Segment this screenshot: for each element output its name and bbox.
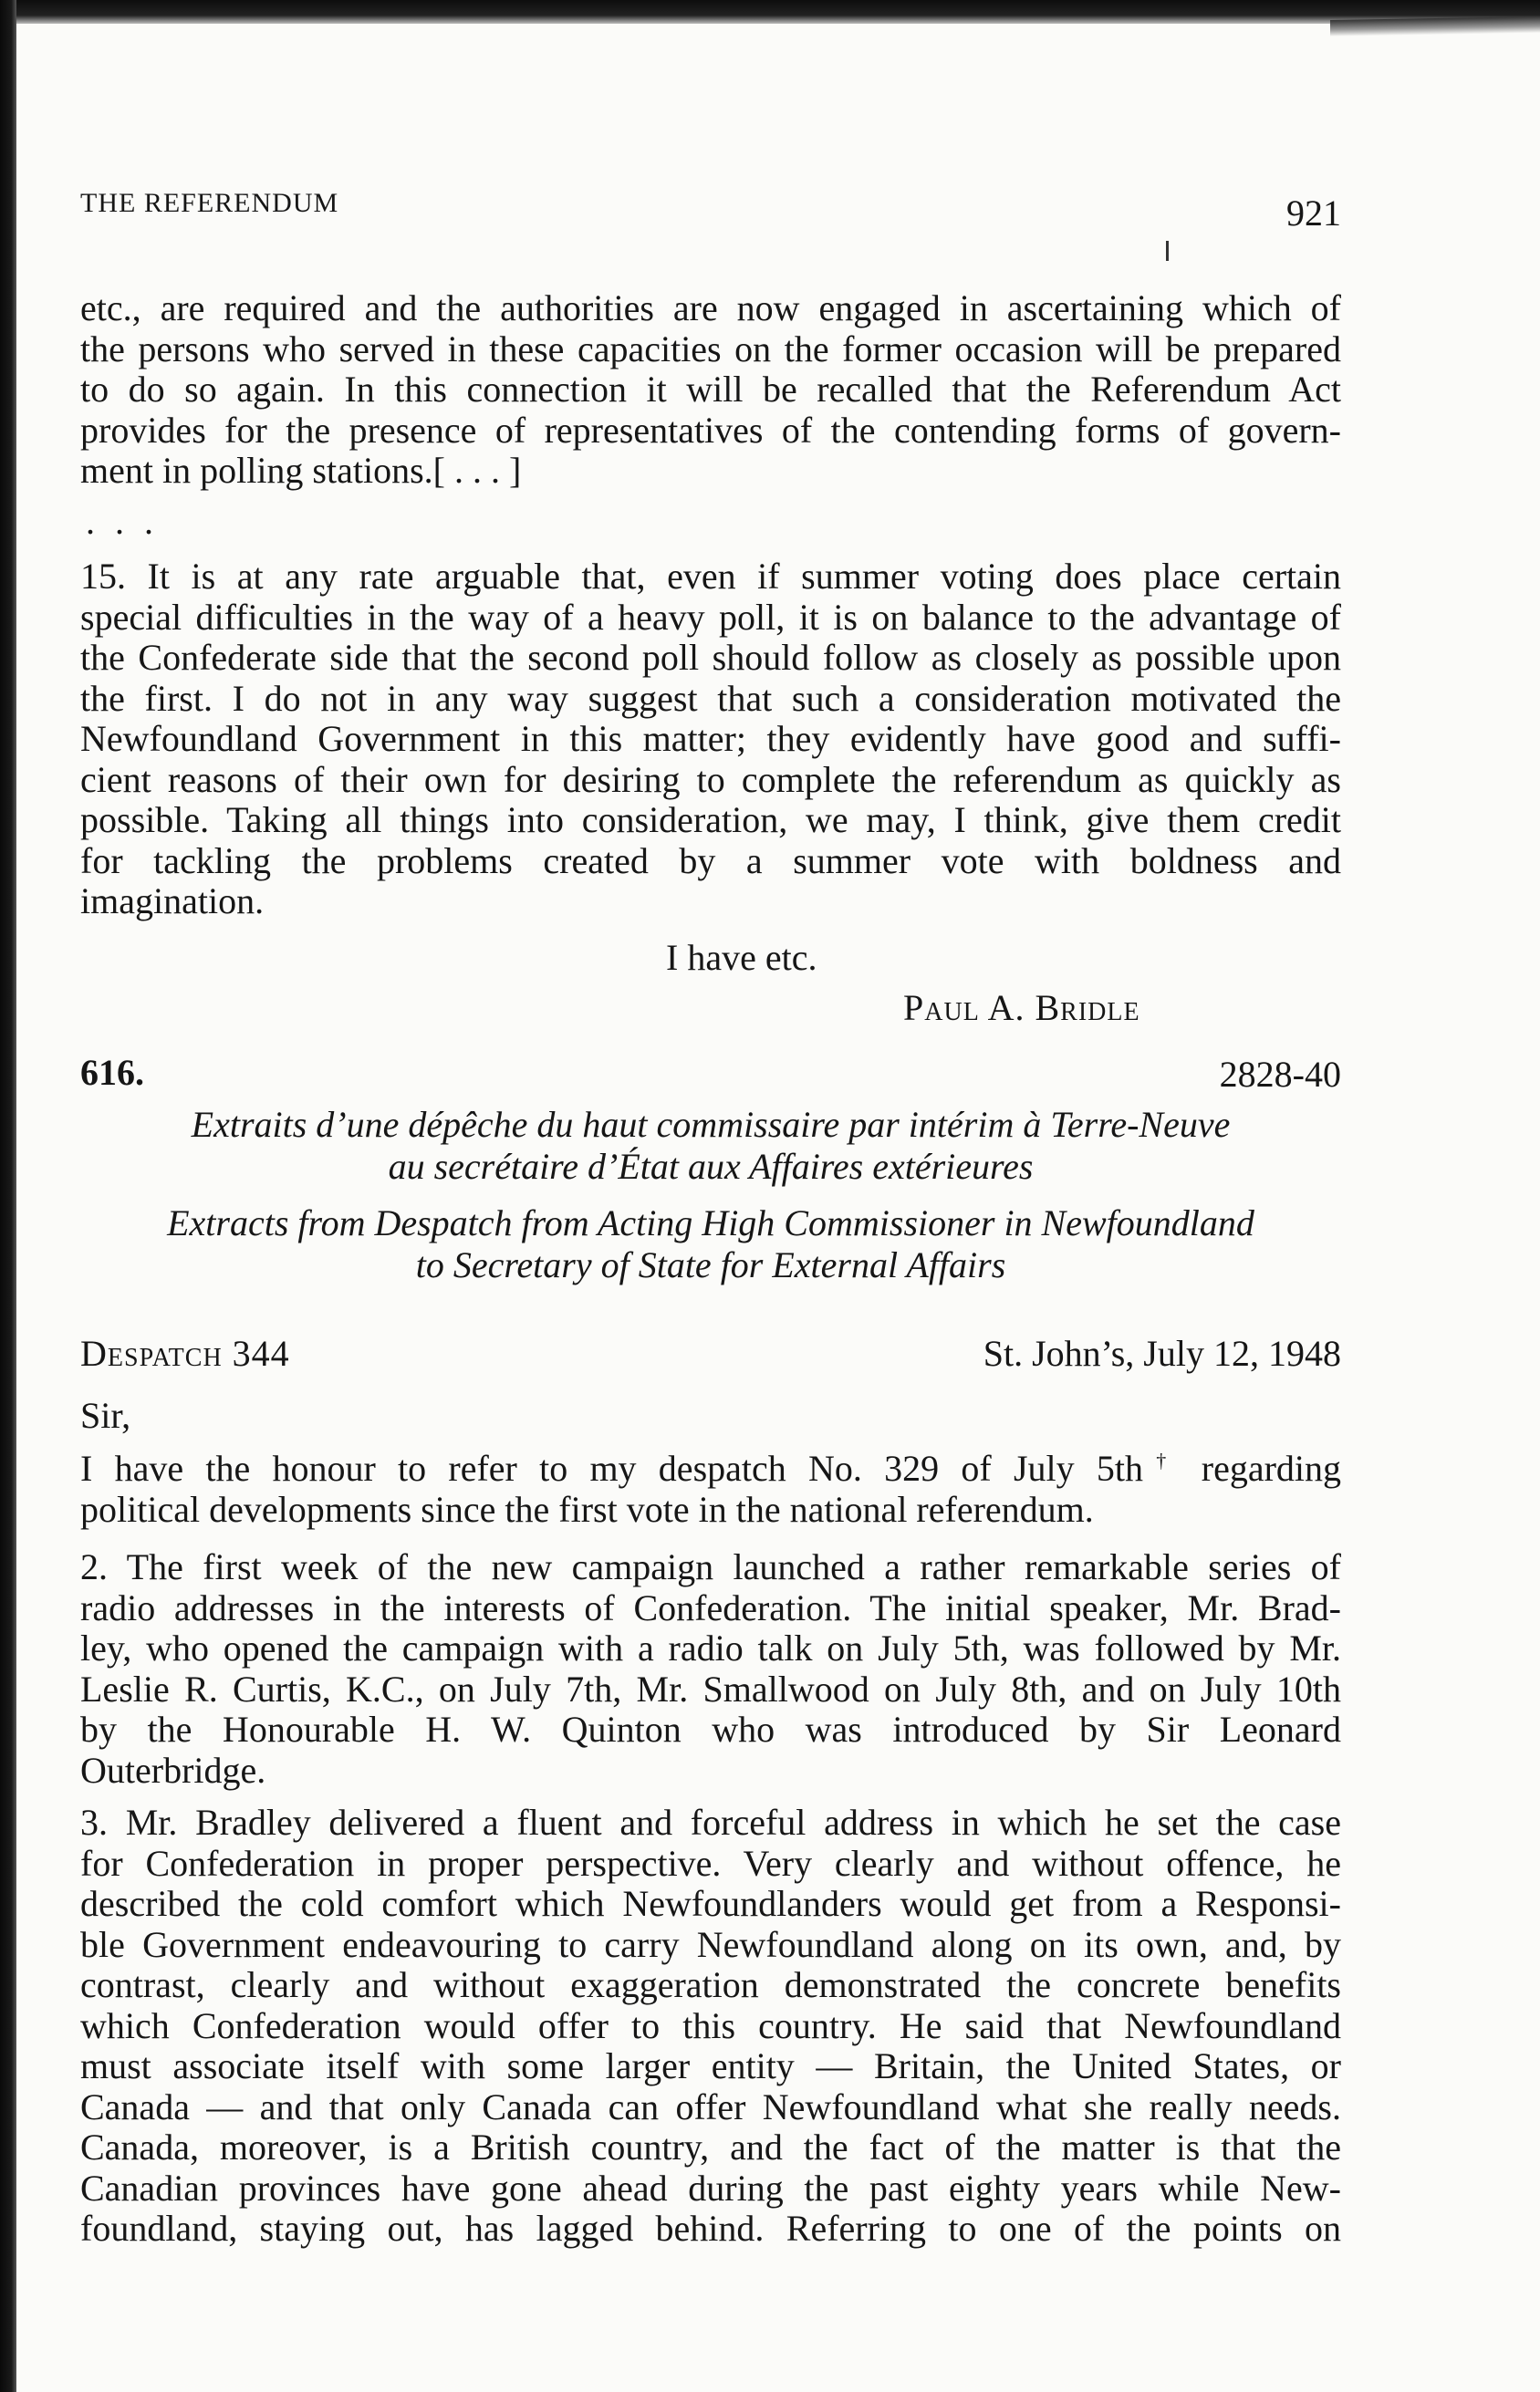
text-line: described the cold comfort which Newfoundlanders would get from a Responsi- [80,1883,1341,1924]
text-line: radio addresses in the interests of Confederation. The initial speaker, Mr. Brad- [80,1586,1341,1628]
text-line: political developments since the first vote in the national referendum. [80,1488,1094,1530]
heading-line: to Secretary of State for External Affairs [415,1244,1006,1285]
text-line: special difficulties in the way of a heavy poll, it is on balance to the advantage of [80,596,1341,638]
paragraph-continued [80,288,1341,492]
heading-line: Extraits d’une dépêche du haut commissaire par intérim à Terre-Neuve [191,1104,1231,1145]
text-line: Canadian provinces have gone ahead during the past eighty years while New- [80,2167,1341,2209]
text-line: ley, who opened the campaign with a radio talk on July 5th, was followed by Mr. [80,1628,1341,1669]
text-line: 15. It is at any rate arguable that, even if summer voting does place certain [80,556,1341,597]
text-line: 2. The first week of the new campaign launched a rather remarkable series of [80,1546,1341,1587]
text-line: foundland, staying out, has lagged behind. Referring to one of the points on [80,2208,1341,2249]
text-line: cient reasons of their own for desiring to complete the referendum as quickly as [80,758,1341,800]
text-line: contrast, clearly and without exaggeration demonstrated the concrete benefits [80,1964,1341,2005]
text-line: 3. Mr. Bradley delivered a fluent and forceful address in which he set the case [80,1802,1341,1843]
text-line: Canada — and that only Canada can offer Newfoundland what she really needs. [80,2085,1341,2127]
text-line: Canada, moreover, is a British country, and the fact of the matter is that the [80,2127,1341,2168]
paragraph-1 [80,1449,1341,1530]
text-line: Outerbridge. [80,1749,266,1791]
scan-border-left [0,0,16,2392]
text-line: etc., are required and the authorities are now engaged in ascertaining which of [80,287,1341,328]
text-line: provides for the presence of representatives of the contending forms of govern- [80,409,1341,451]
omission-ellipsis: . . . [86,501,159,542]
text-line: Leslie R. Curtis, K.C., on July 7th, Mr. Smallwood on July 8th, and on July 10th [80,1668,1341,1710]
text-line: must associate itself with some larger entity — Britain, the United States, or [80,2045,1341,2086]
line-text: I have the honour to refer to my despatch No. 329 of July 5th [80,1448,1143,1489]
text-line: the Confederate side that the second poll should follow as closely as possible upon [80,637,1341,678]
text-line: ble Government endeavouring to carry Newfoundland along on its own, and, by [80,1923,1341,1965]
text-line: by the Honourable H. W. Quinton who was introduced by Sir Leonard [80,1709,1341,1750]
text-line: for tackling the problems created by a summer vote with boldness and [80,839,1341,881]
paragraph-15 [80,556,1341,922]
signature: Paul A. Bridle [903,987,1140,1028]
page-number: 921 [1286,192,1341,234]
document-number: 616. [80,1052,144,1093]
footnote-mark: † [1143,1449,1180,1472]
text-line: which Confederation would offer to this country. He said that Newfoundland [80,2004,1341,2046]
running-head: THE REFERENDUM [80,188,339,218]
closing-line: I have etc. [666,937,817,978]
book-page [80,0,1341,2392]
salutation: Sir, [80,1395,131,1436]
text-line: possible. Taking all things into consideration, we may, I think, give them credit [80,799,1341,840]
line-text: regarding [1179,1448,1342,1489]
text-line: the persons who served in these capacities on the former occasion will be prepared [80,328,1341,369]
heading-french [80,1104,1341,1188]
text-line: Newfoundland Government in this matter; they evidently have good and suffi- [80,718,1341,759]
text-line: to do so again. In this connection it will be recalled that the Referendum Act [80,369,1341,410]
despatch-label: Despatch 344 [80,1333,290,1374]
paragraph-2 [80,1547,1341,1791]
paragraph-3 [80,1803,1341,2250]
text-line: ment in polling stations.[ . . . ] [80,450,522,491]
scan-border-top-right [1330,16,1540,36]
stray-mark [1166,241,1169,261]
heading-line: Extracts from Despatch from Acting High Commissioner in Newfoundland [167,1202,1254,1243]
place-date: St. John’s, July 12, 1948 [983,1333,1341,1374]
text-line: imagination. [80,880,265,921]
file-number: 2828-40 [1219,1054,1341,1095]
text-line [80,1449,1341,1490]
heading-english [80,1202,1341,1286]
text-line: the first. I do not in any way suggest that such a consideration motivated the [80,677,1341,719]
heading-line: au secrétaire d’État aux Affaires extérieures [388,1146,1034,1187]
text-line: for Confederation in proper perspective. Very clearly and without offence, he [80,1842,1341,1884]
